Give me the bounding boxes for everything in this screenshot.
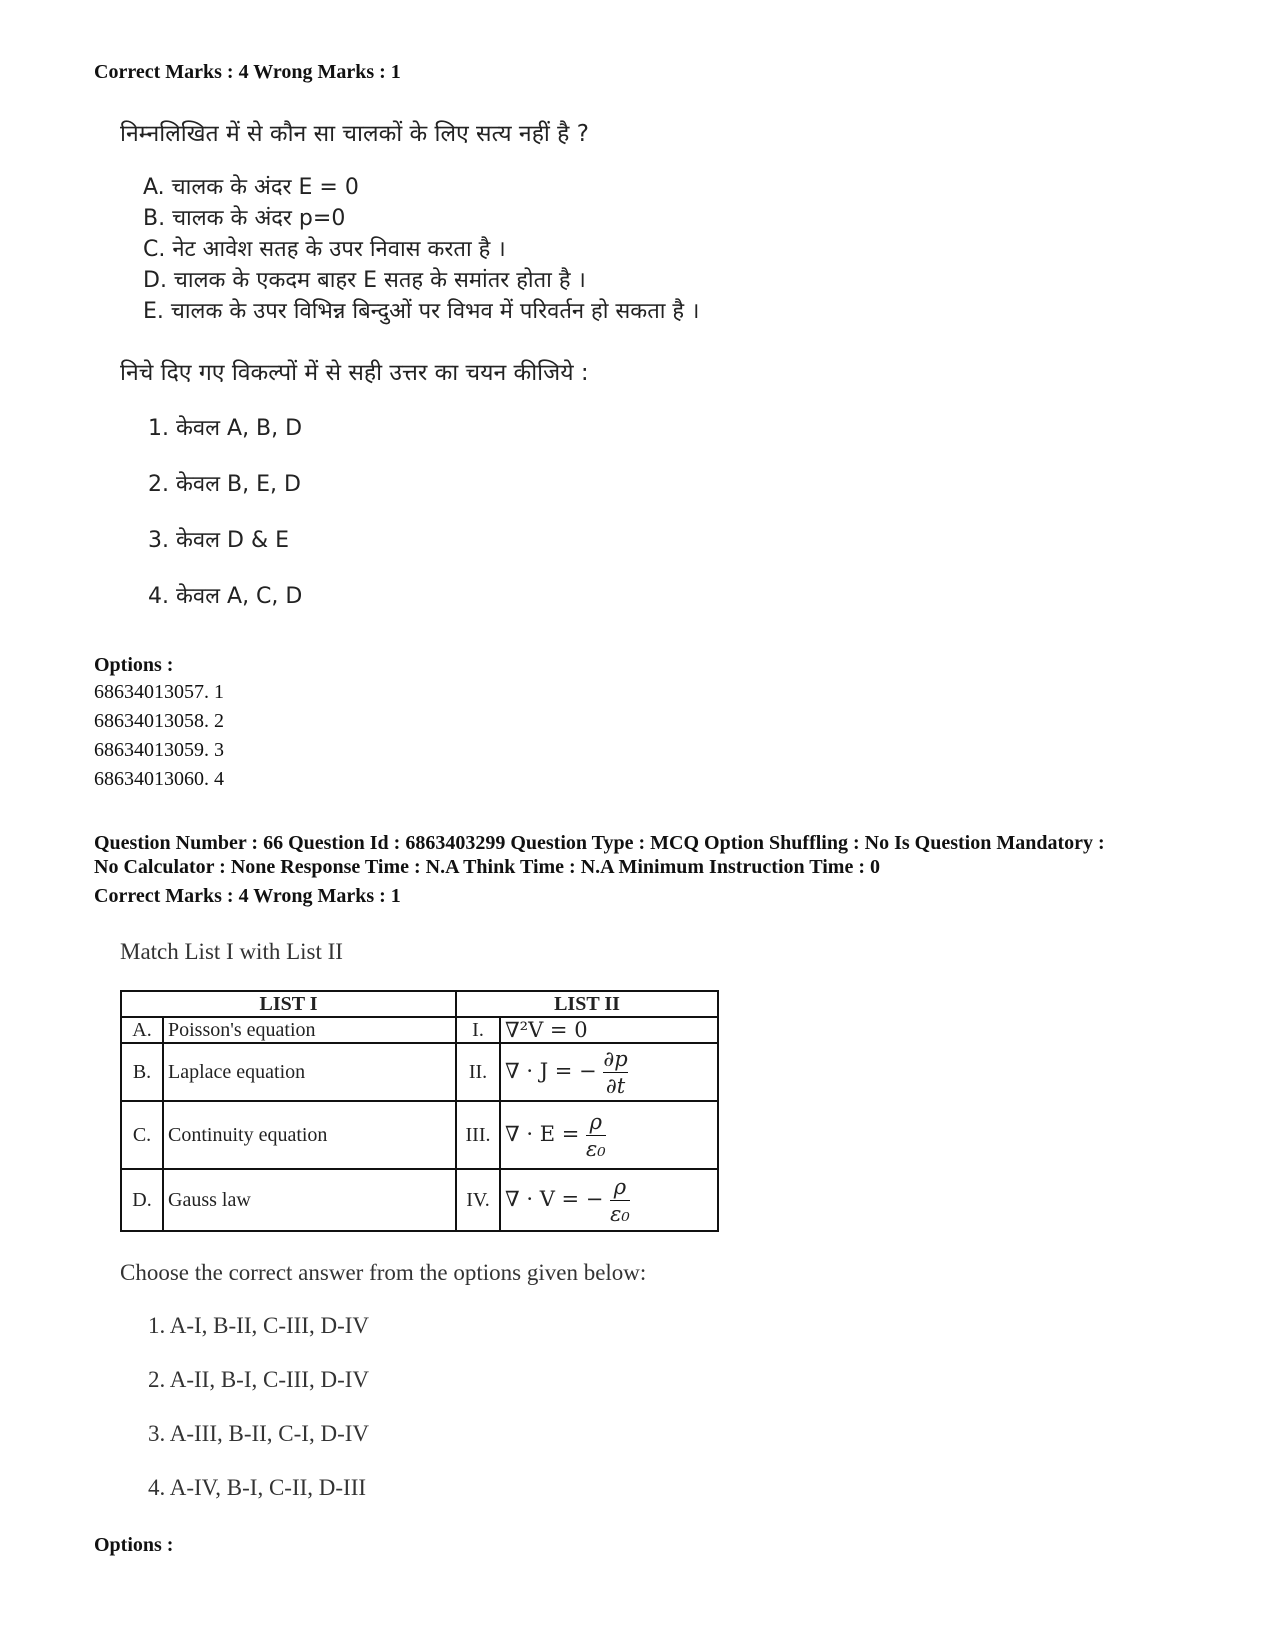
row-label-b: B.: [121, 1043, 163, 1101]
q65-option-2: 68634013058. 2: [94, 710, 224, 732]
equation-ii-numerator: ∂p: [603, 1046, 628, 1071]
q66-choice-2: 2. A-II, B-I, C-III, D-IV: [148, 1367, 369, 1392]
list2-header: LIST II: [456, 991, 718, 1017]
equation-iii-numerator: ρ: [586, 1109, 606, 1136]
equation-ii-fraction: [603, 1046, 627, 1099]
q65-question-text: निम्नलिखित में से कौन सा चालकों के लिए सत्य नहीं है ?: [120, 121, 589, 147]
q65-statement-c: C. नेट आवेश सतह के उपर निवास करता है ।: [143, 237, 506, 262]
equation-iii-lhs: ∇ · E =: [505, 1121, 580, 1146]
row-label-a: A.: [121, 1017, 163, 1043]
row-name-b: Laplace equation: [163, 1043, 456, 1101]
row-name-d: Gauss law: [163, 1169, 456, 1231]
row-roman-iv: IV.: [456, 1169, 500, 1231]
q66-options-label: Options :: [94, 1534, 174, 1556]
q65-statement-e: E. चालक के उपर विभिन्न बिन्दुओं पर विभव में परिवर्तन हो सकता है ।: [143, 299, 700, 324]
equation-iii-fraction: [586, 1109, 606, 1162]
row-roman-i: I.: [456, 1017, 500, 1043]
table-row: [121, 1043, 718, 1101]
q65-choice-2: 2. केवल B, E, D: [148, 472, 301, 497]
q65-option-3: 68634013059. 3: [94, 739, 224, 761]
equation-iv-denominator: ε₀: [610, 1201, 630, 1226]
row-label-c: C.: [121, 1101, 163, 1169]
q66-choice-3: 3. A-III, B-II, C-I, D-IV: [148, 1421, 369, 1446]
q65-options-list: [94, 678, 224, 794]
row-label-d: D.: [121, 1169, 163, 1231]
q65-choice-1: 1. केवल A, B, D: [148, 416, 303, 441]
equation-iii-denominator: ε₀: [585, 1136, 606, 1161]
equation-iv-lhs: ∇ · V = −: [505, 1186, 604, 1211]
list1-header: LIST I: [121, 991, 456, 1017]
q66-instruction: Choose the correct answer from the options given below:: [120, 1260, 647, 1285]
equation-iv-numerator: ρ: [610, 1174, 630, 1201]
equation-ii-denominator: ∂t: [605, 1073, 626, 1098]
equation-iv: [500, 1169, 718, 1231]
q65-option-4: 68634013060. 4: [94, 768, 224, 790]
equation-ii-lhs: ∇ · J = −: [505, 1058, 597, 1083]
q65-options-label: Options :: [94, 654, 174, 676]
row-roman-ii: II.: [456, 1043, 500, 1101]
equation-i: ∇²V = 0: [500, 1017, 718, 1043]
q65-choice-4: 4. केवल A, C, D: [148, 584, 303, 609]
equation-iii: [500, 1101, 718, 1169]
row-roman-iii: III.: [456, 1101, 500, 1169]
q65-choice-3: 3. केवल D & E: [148, 528, 290, 553]
q66-question-text: Match List I with List II: [120, 939, 343, 964]
q66-choice-1: 1. A-I, B-II, C-III, D-IV: [148, 1313, 369, 1338]
row-name-a: Poisson's equation: [163, 1017, 456, 1043]
q66-header-line1: Question Number : 66 Question Id : 6863403299 Question Type : MCQ Option Shuffling : No Is Question Mandatory :: [94, 832, 1105, 854]
q65-statement-b: B. चालक के अंदर p=0: [143, 206, 346, 231]
table-row: [121, 1169, 718, 1231]
q65-option-1: 68634013057. 1: [94, 681, 224, 703]
q65-statement-a: A. चालक के अंदर E = 0: [143, 175, 359, 200]
q65-instruction: निचे दिए गए विकल्पों में से सही उत्तर का चयन कीजिये :: [120, 360, 589, 386]
q66-marks: Correct Marks : 4 Wrong Marks : 1: [94, 885, 401, 907]
q66-choice-4: 4. A-IV, B-I, C-II, D-III: [148, 1475, 367, 1500]
row-name-c: Continuity equation: [163, 1101, 456, 1169]
q66-header-line2: No Calculator : None Response Time : N.A Think Time : N.A Minimum Instruction Time : 0: [94, 856, 880, 878]
q65-marks: Correct Marks : 4 Wrong Marks : 1: [94, 61, 401, 83]
table-row: [121, 1017, 718, 1043]
match-table: [120, 990, 719, 1232]
q65-statement-list: [143, 172, 699, 327]
table-row: [121, 1101, 718, 1169]
match-table-header: [121, 991, 718, 1017]
equation-ii: [500, 1043, 718, 1101]
equation-iv-fraction: [610, 1174, 630, 1227]
q65-statement-d: D. चालक के एकदम बाहर E सतह के समांतर होता है ।: [143, 268, 586, 293]
